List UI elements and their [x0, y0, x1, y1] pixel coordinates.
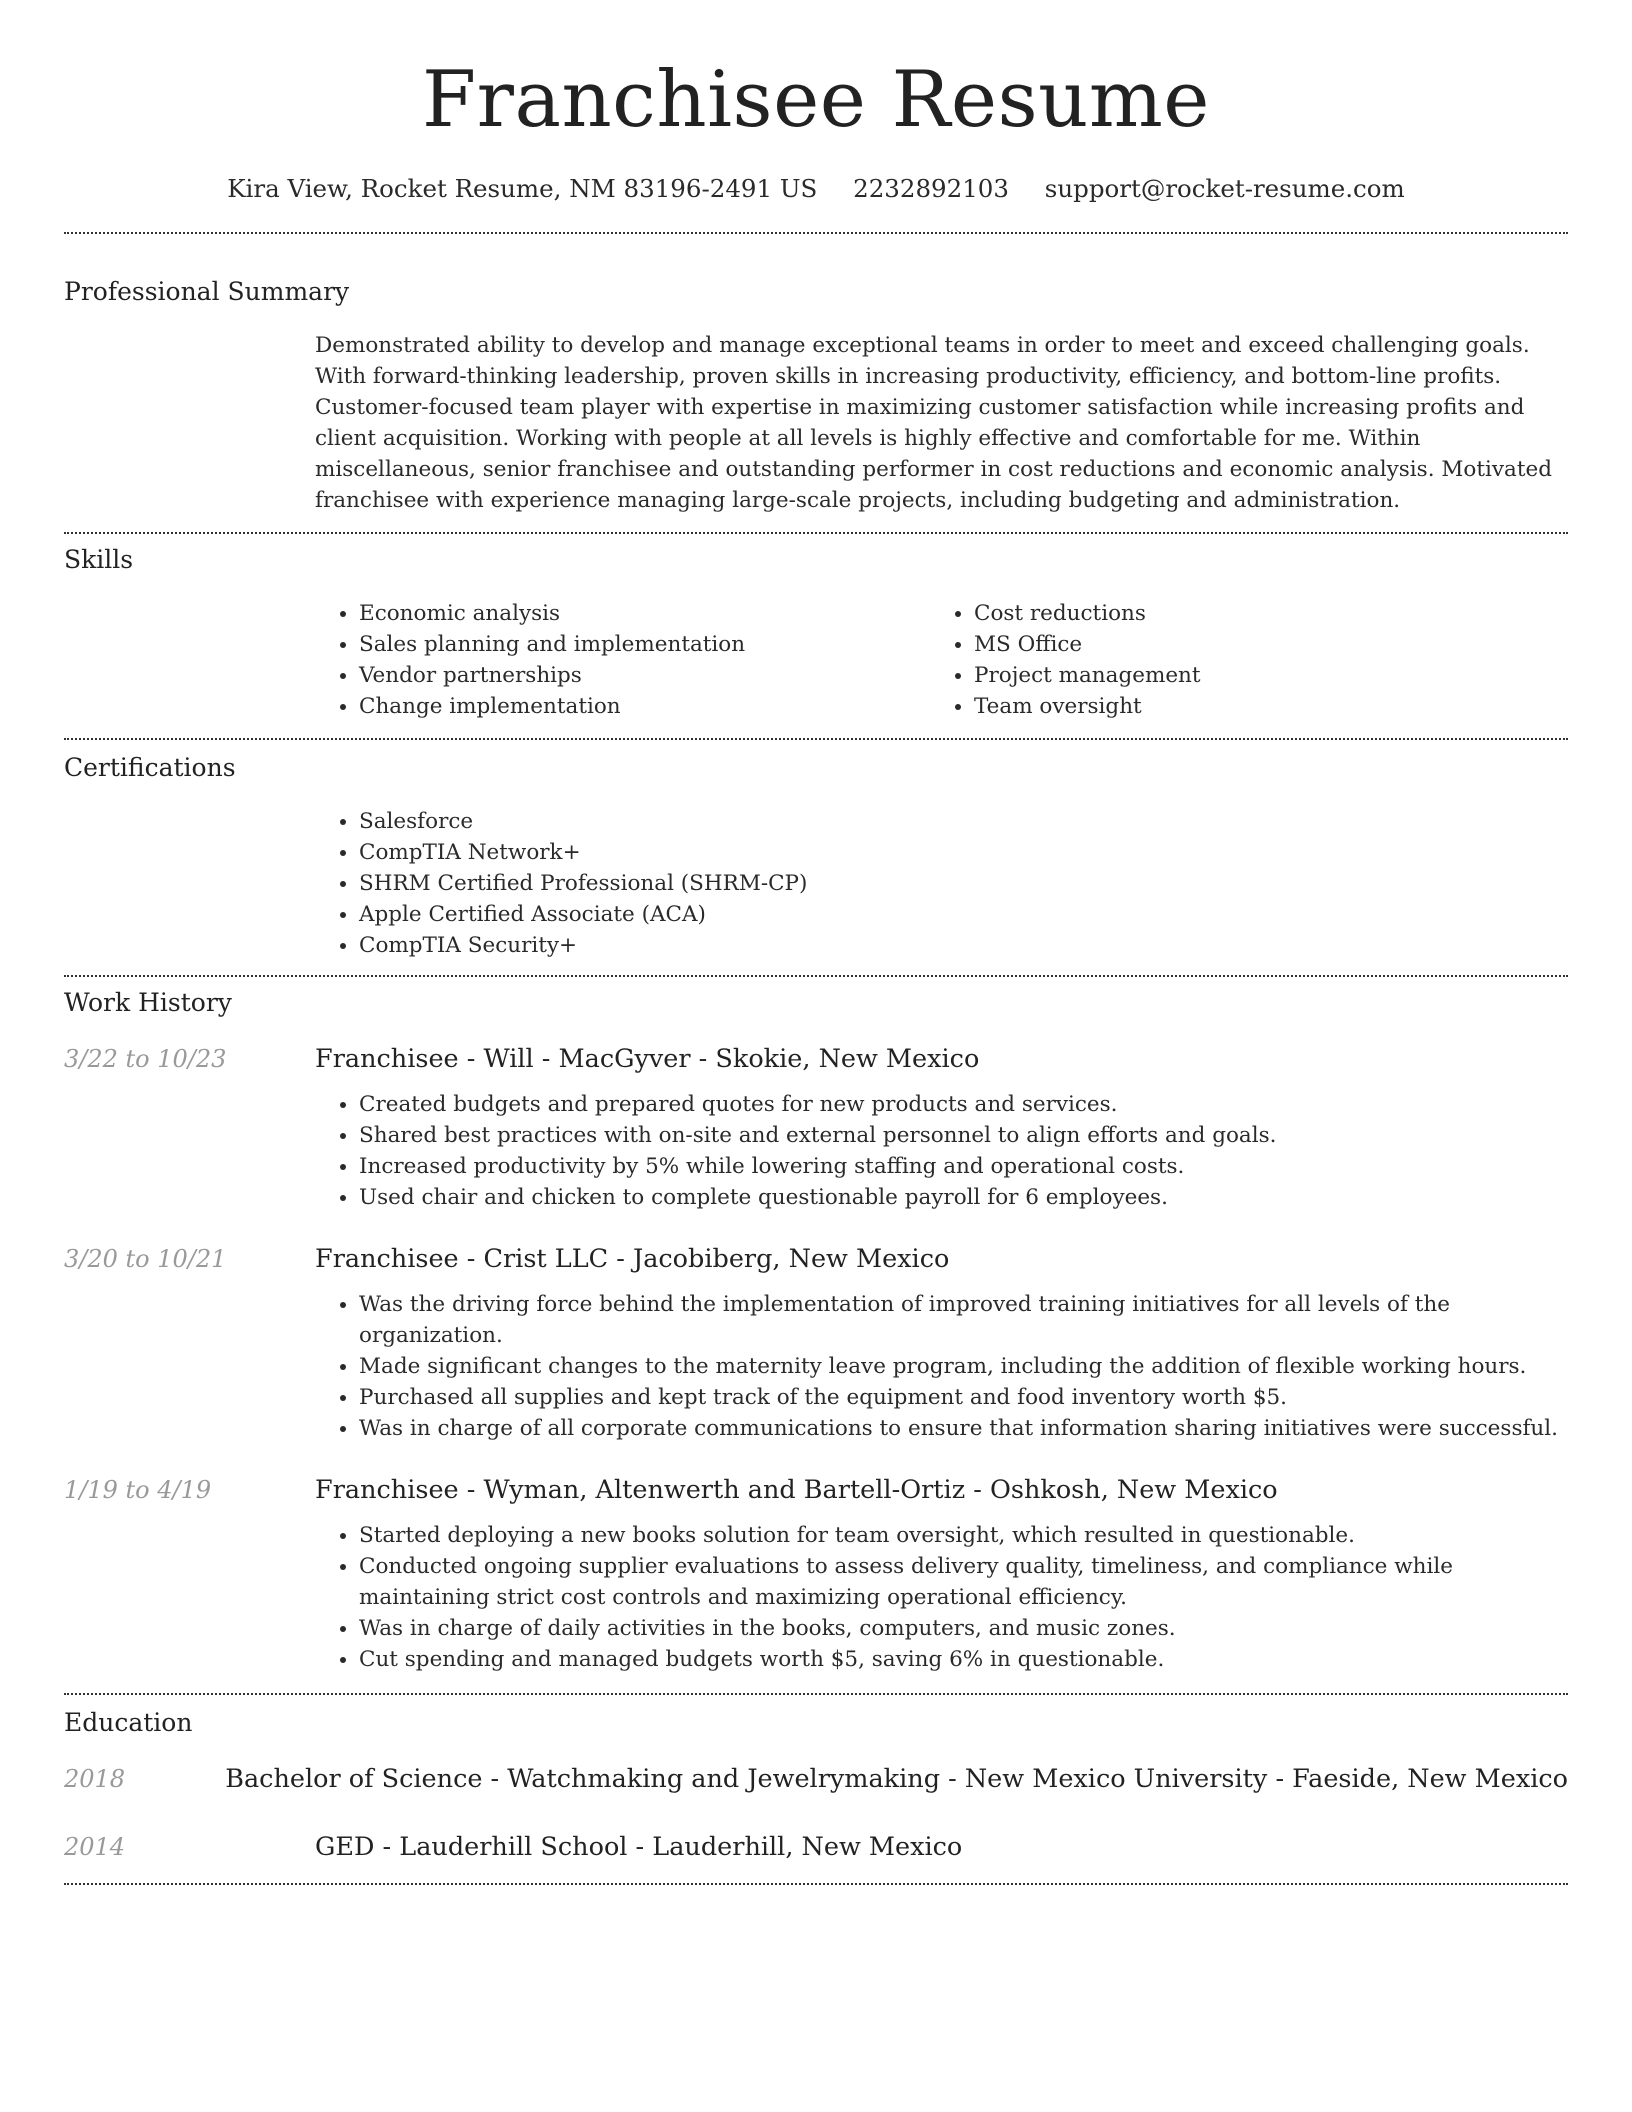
resume-title: Franchisee Resume: [422, 55, 1210, 145]
section-divider: [64, 1883, 1568, 1885]
section-divider: [64, 532, 1568, 534]
skill-item: • MS Office: [974, 629, 1545, 660]
summary-heading: Professional Summary: [64, 277, 350, 306]
job-title: Franchisee - Wyman, Altenwerth and Bartell-Ortiz - Oshkosh, New Mexico: [315, 1475, 1278, 1505]
job-bullet: • Created budgets and prepared quotes for new products and services.: [359, 1089, 1568, 1120]
education-degree: GED - Lauderhill School - Lauderhill, New Mexico: [315, 1832, 963, 1862]
job-bullet: • Shared best practices with on-site and external personnel to align efforts and goals.: [359, 1120, 1568, 1151]
section-divider: [64, 1693, 1568, 1695]
contact-phone: 2232892103: [853, 174, 1009, 203]
summary-section: [64, 276, 1568, 516]
skill-item: • Cost reductions: [974, 598, 1545, 629]
education-year: 2018: [64, 1765, 126, 1793]
job-entry: [64, 1043, 1568, 1213]
job-title: Franchisee - Crist LLC - Jacobiberg, New Mexico: [315, 1244, 950, 1274]
education-entry: [64, 1763, 1568, 1795]
certification-item: • Salesforce: [359, 806, 1568, 837]
job-bullet: • Was in charge of daily activities in the books, computers, and music zones.: [359, 1613, 1568, 1644]
skill-item: • Change implementation: [359, 691, 930, 722]
certification-item: • Apple Certified Associate (ACA): [359, 899, 1568, 930]
education-year: 2014: [64, 1833, 126, 1861]
job-bullet: • Was in charge of all corporate communications to ensure that information sharing initiatives were successful.: [359, 1413, 1568, 1444]
education-section: [64, 1707, 1568, 1863]
skills-section: [64, 544, 1568, 722]
job-bullet: • Started deploying a new books solution for team oversight, which resulted in questionable.: [359, 1520, 1568, 1551]
certification-item: • CompTIA Network+: [359, 837, 1568, 868]
job-dates: 3/22 to 10/23: [64, 1045, 227, 1073]
skill-item: • Sales planning and implementation: [359, 629, 930, 660]
work-history-heading: Work History: [64, 988, 232, 1017]
job-entry: [64, 1474, 1568, 1675]
section-divider: [64, 738, 1568, 740]
job-dates: 1/19 to 4/19: [64, 1476, 212, 1504]
job-entry: [64, 1243, 1568, 1444]
section-divider: [64, 975, 1568, 977]
skill-item: • Project management: [974, 660, 1545, 691]
skill-item: • Vendor partnerships: [359, 660, 930, 691]
job-bullet: • Cut spending and managed budgets worth $5, saving 6% in questionable.: [359, 1644, 1568, 1675]
skills-column-left: [315, 598, 930, 722]
contact-email: support@rocket-resume.com: [1044, 174, 1405, 203]
job-title: Franchisee - Will - MacGyver - Skokie, New Mexico: [315, 1044, 980, 1074]
job-bullet: • Was the driving force behind the implementation of improved training initiatives for all levels of the organization.: [359, 1289, 1568, 1351]
certification-item: • CompTIA Security+: [359, 930, 1568, 961]
certifications-heading: Certifications: [64, 753, 236, 782]
summary-text: Demonstrated ability to develop and manage exceptional teams in order to meet and exceed challenging goals. With forward-thinking leadership, proven skills in increasing productivity, efficiency, and bottom-line profits. Customer-focused team player with expertise in maximizing customer satisfaction while increasing profits and client acquisition. Working with people at all levels is highly effective and comfortable for me. Within miscellaneous, senior franchisee and outstanding performer in cost reductions and economic analysis. Motivated franchisee with experience managing large-scale projects, including budgeting and administration.: [315, 333, 1552, 513]
skill-item: • Team oversight: [974, 691, 1545, 722]
skill-item: • Economic analysis: [359, 598, 930, 629]
job-bullet: • Made significant changes to the maternity leave program, including the addition of flexible working hours.: [359, 1351, 1568, 1382]
certification-item: • SHRM Certified Professional (SHRM-CP): [359, 868, 1568, 899]
job-bullet: • Used chair and chicken to complete questionable payroll for 6 employees.: [359, 1182, 1568, 1213]
skills-column-right: [930, 598, 1545, 722]
contact-address: Kira View, Rocket Resume, NM 83196-2491 US: [227, 174, 818, 203]
contact-line: [64, 172, 1568, 206]
section-divider: [64, 232, 1568, 234]
education-heading: Education: [64, 1708, 193, 1737]
education-entry: [64, 1831, 1568, 1863]
work-history-section: [64, 987, 1568, 1675]
skills-heading: Skills: [64, 545, 134, 574]
job-dates: 3/20 to 10/21: [64, 1245, 227, 1273]
job-bullet: • Conducted ongoing supplier evaluations to assess delivery quality, timeliness, and compliance while maintaining strict cost controls and maximizing operational efficiency.: [359, 1551, 1568, 1613]
certifications-section: [64, 752, 1568, 961]
education-degree: Bachelor of Science - Watchmaking and Jewelrymaking - New Mexico University - Faeside, New Mexico: [225, 1764, 1568, 1794]
job-bullet: • Purchased all supplies and kept track of the equipment and food inventory worth $5.: [359, 1382, 1568, 1413]
job-bullet: • Increased productivity by 5% while lowering staffing and operational costs.: [359, 1151, 1568, 1182]
